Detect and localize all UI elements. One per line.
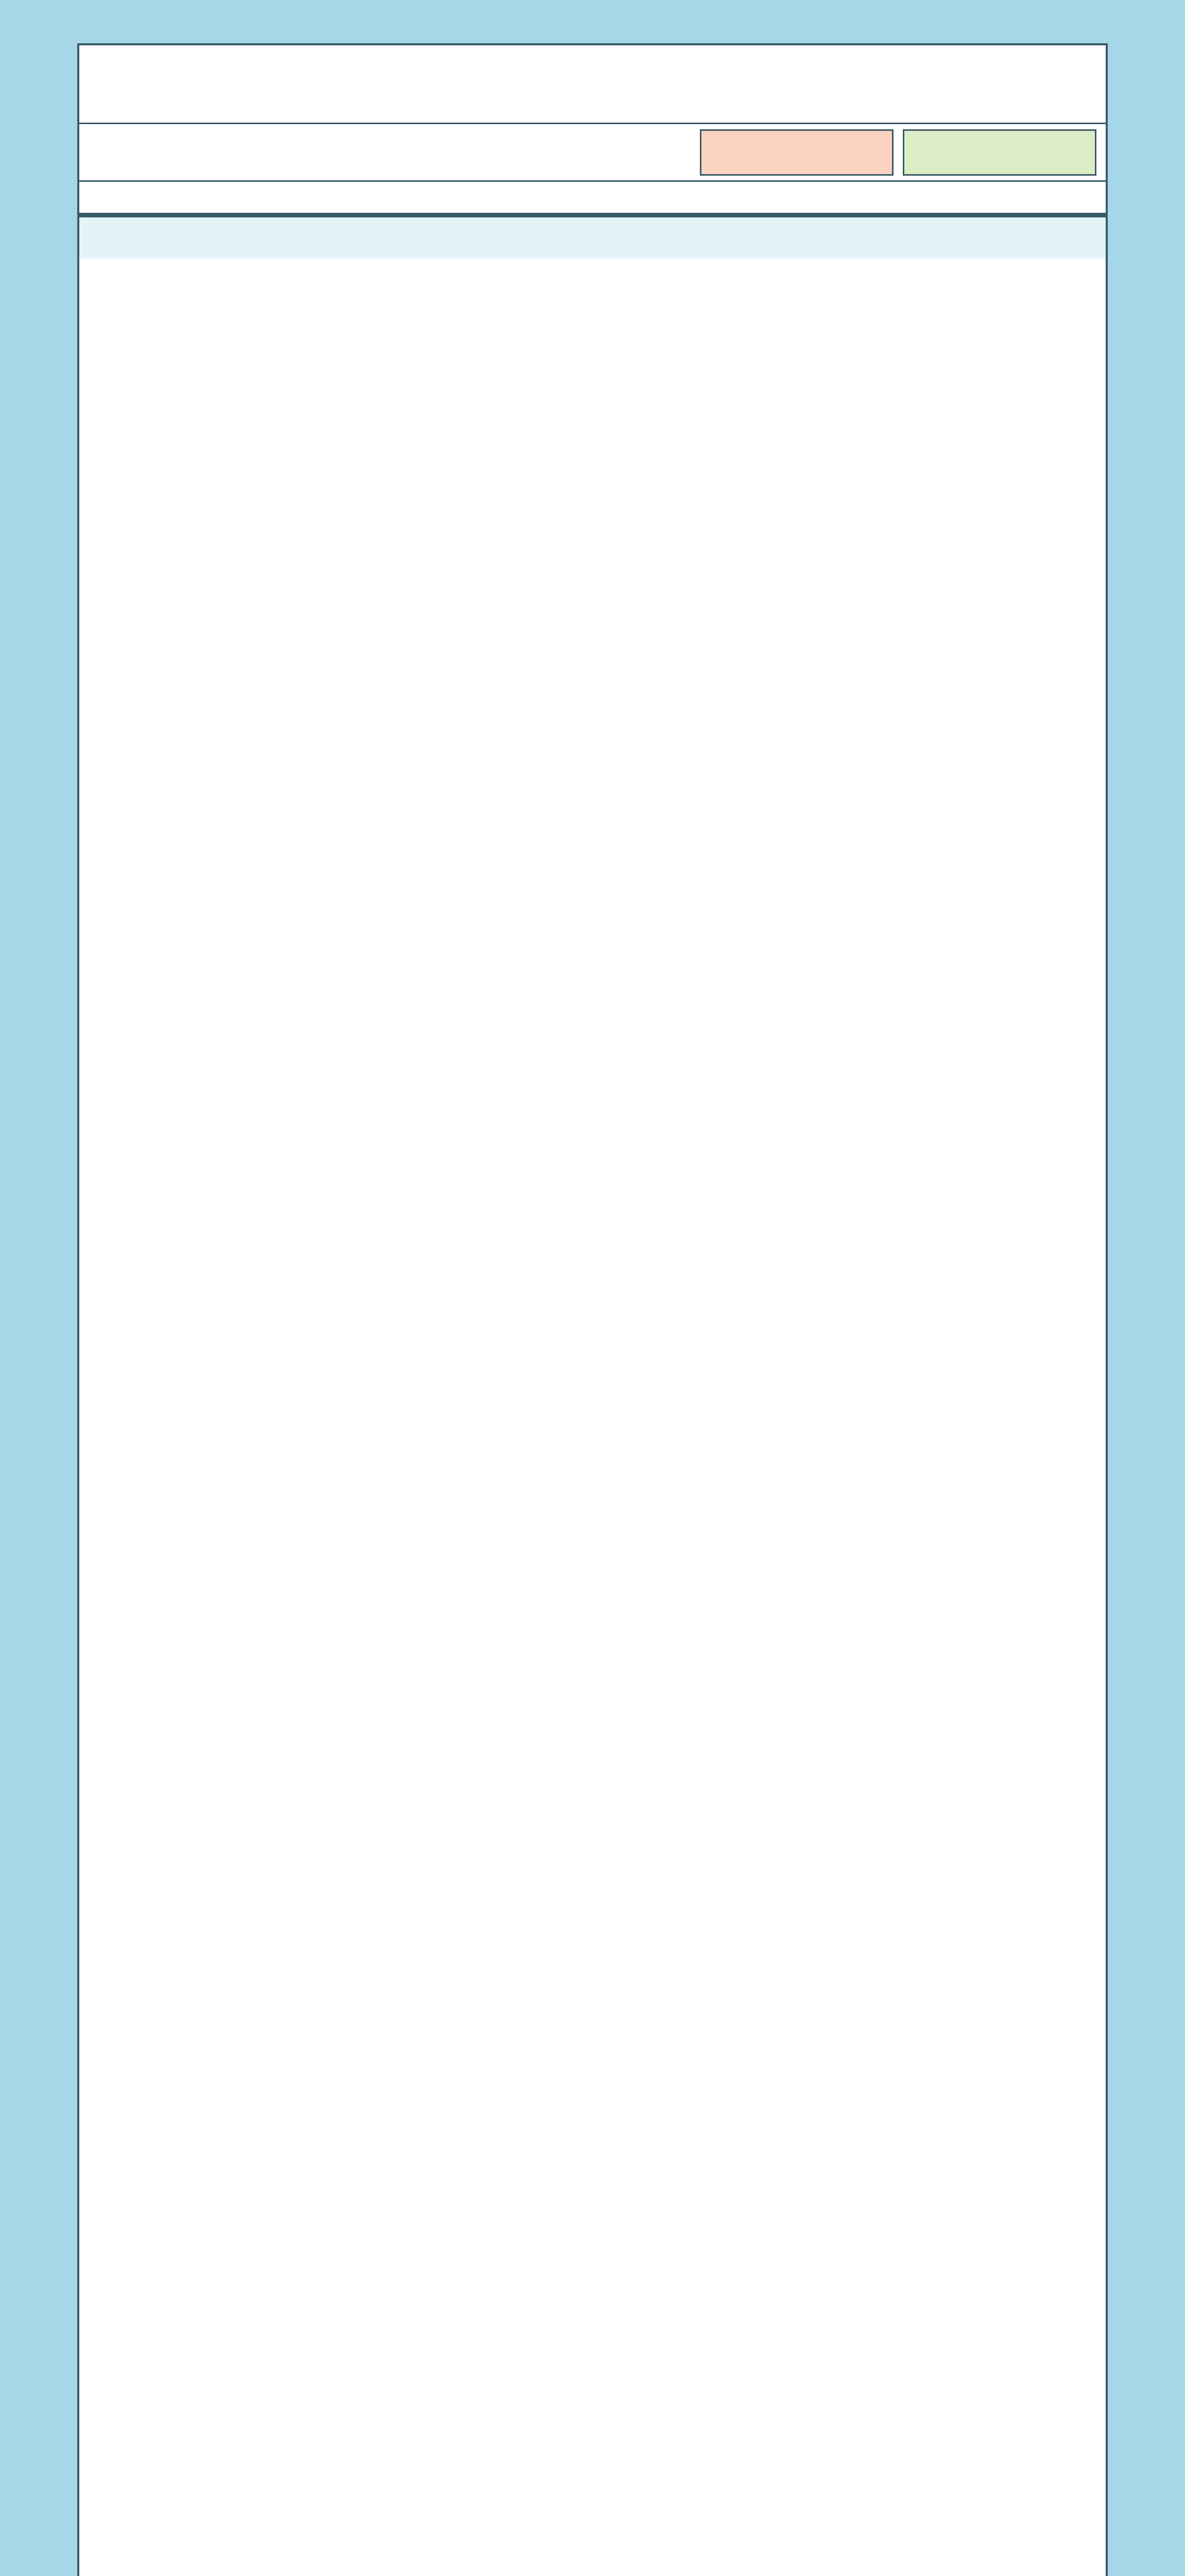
spacer-row <box>79 182 1106 214</box>
page-title <box>79 45 1106 124</box>
strategy-sheet <box>77 43 1108 2576</box>
legend-pick-swatch <box>700 129 894 176</box>
footer-source <box>79 217 1106 259</box>
legend-exclude-swatch <box>903 129 1096 176</box>
legend-bar <box>79 124 1106 182</box>
